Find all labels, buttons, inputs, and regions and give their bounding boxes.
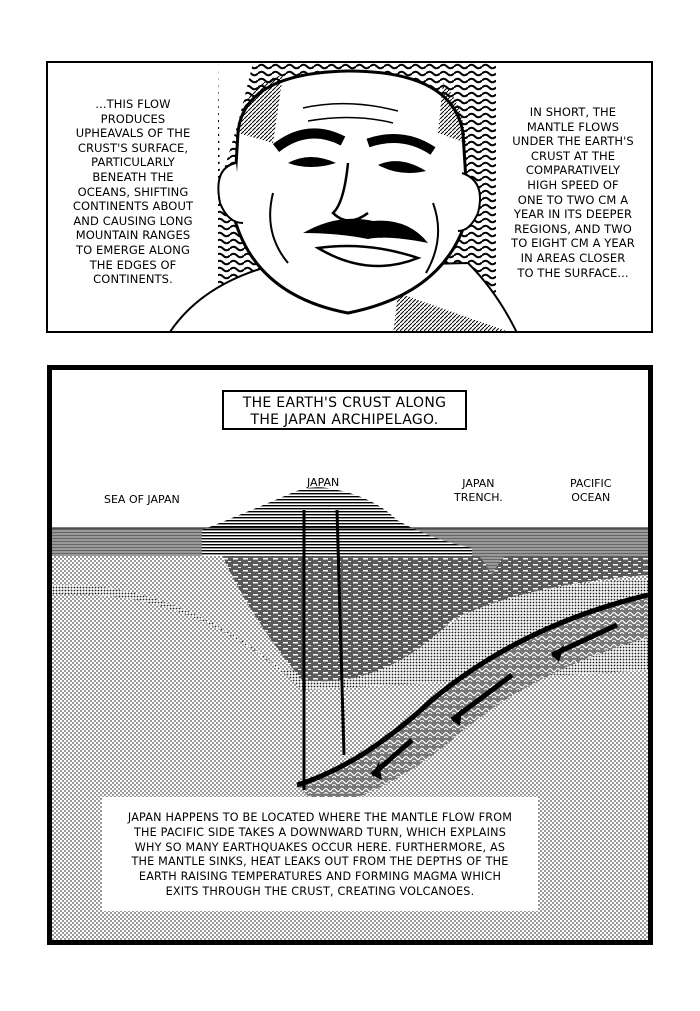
title-line: THE EARTH'S CRUST ALONG <box>242 395 447 411</box>
caption-left <box>58 97 208 287</box>
label-japan-trench <box>454 477 503 505</box>
caption-right <box>498 105 648 280</box>
caption-line: TO EIGHT CM A YEAR <box>511 236 635 251</box>
caption-line: EARTH RAISING TEMPERATURES AND FORMING MAGMA WHICH <box>138 870 502 884</box>
caption-line: PRODUCES <box>100 111 166 126</box>
caption-line: IN SHORT, THE <box>529 105 617 119</box>
label-pacific-ocean <box>570 477 611 505</box>
caption-line: OCEANS, SHIFTING <box>77 184 189 199</box>
caption-line: MANTLE FLOWS <box>526 119 620 134</box>
caption-line: UNDER THE EARTH'S <box>512 134 634 149</box>
caption-line: HIGH SPEED OF <box>527 177 619 192</box>
title-line: THE JAPAN ARCHIPELAGO. <box>250 412 439 428</box>
caption-line: UPHEAVALS OF THE <box>75 126 191 141</box>
caption-line: REGIONS, AND TWO <box>514 221 632 236</box>
caption-line: CRUST'S SURFACE, <box>77 140 189 155</box>
label-line: PACIFIC <box>570 477 612 490</box>
caption-line: AND CAUSING LONG <box>73 213 193 228</box>
caption-line: WHY SO MANY EARTHQUAKES OCCUR HERE. FURTHERMORE, AS <box>134 840 506 854</box>
caption-line: TO THE SURFACE... <box>517 265 629 280</box>
caption-line: EXITS THROUGH THE CRUST, CREATING VOLCANOES. <box>165 884 475 898</box>
caption-line: BENEATH THE <box>92 169 174 184</box>
caption-line: CONTINENTS. <box>93 272 173 287</box>
caption-line: ONE TO TWO CM A <box>517 192 629 207</box>
caption-line: ...THIS FLOW <box>95 97 171 111</box>
top-panel <box>46 61 653 333</box>
caption-line: JAPAN HAPPENS TO BE LOCATED WHERE THE MANTLE FLOW FROM <box>127 811 513 824</box>
label-line: JAPAN <box>462 477 495 490</box>
label-japan: JAPAN <box>307 476 340 489</box>
caption-line: THE PACIFIC SIDE TAKES A DOWNWARD TURN, WHICH EXPLAINS <box>133 825 507 839</box>
caption-line: TO EMERGE ALONG <box>76 242 190 257</box>
caption-line: COMPARATIVELY <box>525 163 621 178</box>
caption-line: CRUST AT THE <box>530 148 616 163</box>
caption-line: YEAR IN ITS DEEPER <box>513 207 633 222</box>
explanation-caption <box>102 797 538 911</box>
caption-line: THE EDGES OF <box>89 257 177 272</box>
label-sea-of-japan: SEA OF JAPAN <box>104 493 180 506</box>
caption-line: THE MANTLE SINKS, HEAT LEAKS OUT FROM THE DEPTHS OF THE <box>131 855 509 869</box>
caption-line: IN AREAS CLOSER <box>520 250 626 265</box>
label-line: OCEAN <box>571 491 611 504</box>
diagram-title <box>222 390 467 430</box>
label-line: TRENCH. <box>454 491 503 504</box>
caption-line: CONTINENTS ABOUT <box>72 199 194 214</box>
bottom-panel <box>47 365 653 945</box>
caption-line: PARTICULARLY <box>91 155 175 170</box>
caption-line: MOUNTAIN RANGES <box>75 228 191 243</box>
